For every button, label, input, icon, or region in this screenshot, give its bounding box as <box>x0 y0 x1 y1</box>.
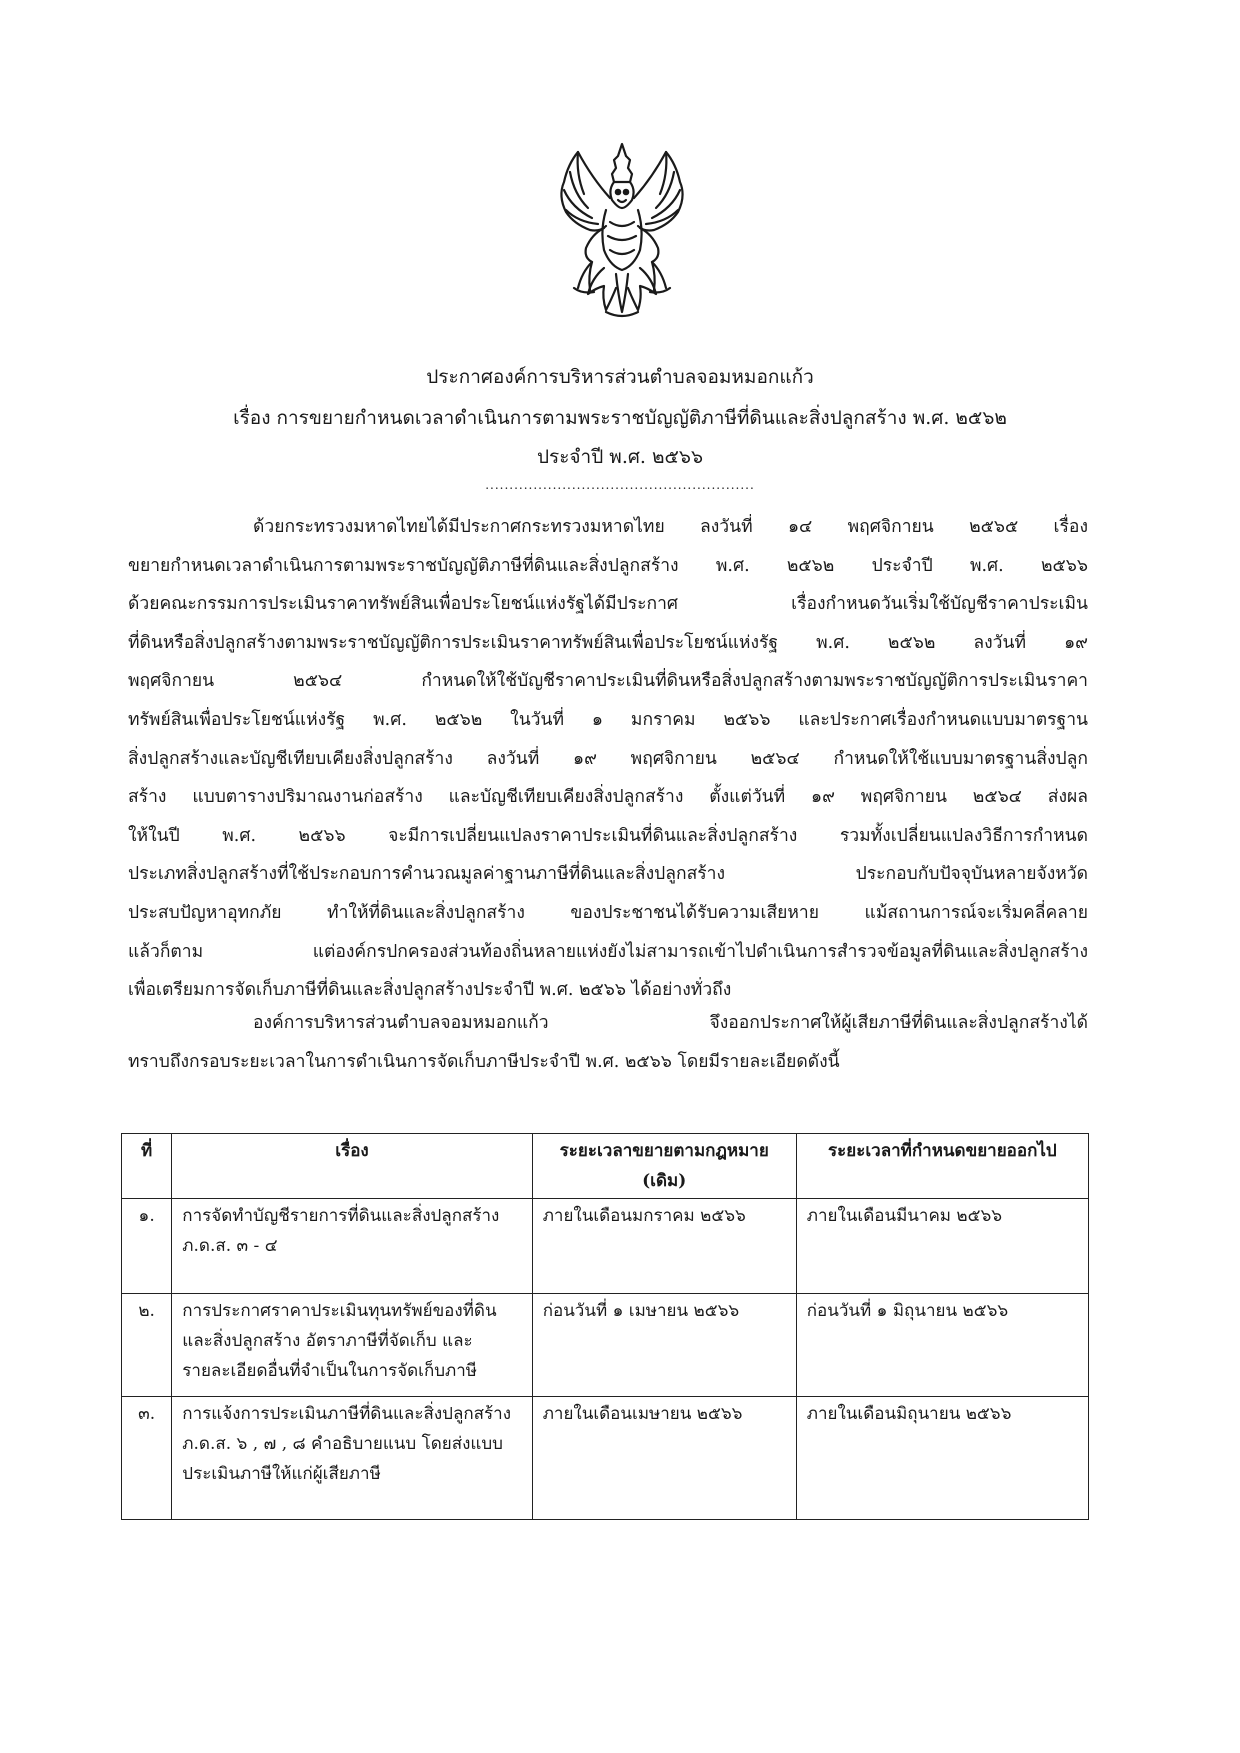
header-no: ที่ <box>122 1134 172 1199</box>
table-header-row <box>122 1134 1089 1199</box>
header-extended-period: ระยะเวลาที่กำหนดขยายออกไป <box>796 1134 1088 1199</box>
paragraph-line: ประเภทสิ่งปลูกสร้างที่ใช้ประกอบการคำนวณมูลค่าฐานภาษีที่ดินและสิ่งปลูกสร้าง ประกอบกับปัจจุบันหลายจังหวัด <box>128 864 1088 885</box>
paragraph-line: ทราบถึงกรอบระยะเวลาในการดำเนินการจัดเก็บภาษีประจำปี พ.ศ. ๒๕๖๖ โดยมีรายละเอียดดังนี้ <box>128 1051 840 1072</box>
row-subject <box>172 1199 532 1294</box>
paragraph-line: องค์การบริหารส่วนตำบลจอมหมอกแก้ว จึงออกประกาศให้ผู้เสียภาษีที่ดินและสิ่งปลูกสร้างได้ <box>253 1013 1088 1033</box>
row-extended-period: ภายในเดือนมีนาคม ๒๕๖๖ <box>796 1199 1088 1294</box>
garuda-emblem-icon <box>548 138 696 328</box>
row-number: ๑. <box>122 1199 172 1294</box>
body-paragraph-2 <box>128 1004 1088 1081</box>
table-row <box>122 1397 1089 1520</box>
subject-line: การแจ้งการประเมินภาษีที่ดินและสิ่งปลูกสร้าง <box>182 1404 512 1424</box>
subject-line: รายละเอียดอื่นที่จำเป็นในการจัดเก็บภาษี <box>182 1361 478 1381</box>
subject-line: และสิ่งปลูกสร้าง อัตราภาษีที่จัดเก็บ และ <box>182 1331 473 1351</box>
row-extended-period: ก่อนวันที่ ๑ มิถุนายน ๒๕๖๖ <box>796 1294 1088 1397</box>
row-original-period: ภายในเดือนเมษายน ๒๕๖๖ <box>532 1397 796 1520</box>
title-separator: ........................................................ <box>485 478 755 492</box>
paragraph-line: พฤศจิกายน ๒๕๖๔ กำหนดให้ใช้บัญชีราคาประเมินที่ดินหรือสิ่งปลูกสร้างตามพระราชบัญญัติการประเมินราคา <box>128 671 1088 692</box>
announcement-year: ประจำปี พ.ศ. ๒๕๖๖ <box>536 446 704 468</box>
paragraph-line: สิ่งปลูกสร้างและบัญชีเทียบเคียงสิ่งปลูกสร้าง ลงวันที่ ๑๙ พฤศจิกายน ๒๕๖๔ กำหนดให้ใช้แบบมาตรฐานสิ่งปลูก <box>128 748 1088 769</box>
header-subject: เรื่อง <box>172 1134 532 1199</box>
header-original-line: (เดิม) <box>642 1171 687 1191</box>
header-original-line: ระยะเวลาขยายตามกฎหมาย <box>559 1141 769 1161</box>
subject-line: การประกาศราคาประเมินทุนทรัพย์ของที่ดิน <box>182 1301 497 1321</box>
paragraph-line: ประสบปัญหาอุทกภัย ทำให้ที่ดินและสิ่งปลูกสร้าง ของประชาชนได้รับความเสียหาย แม้สถานการณ์จะเริ่มคลี่คลาย <box>128 902 1088 923</box>
row-subject <box>172 1397 532 1520</box>
paragraph-line: ด้วยกระทรวงมหาดไทยได้มีประกาศกระทรวงมหาดไทย ลงวันที่ ๑๔ พฤศจิกายน ๒๕๖๕ เรื่อง <box>253 517 1088 537</box>
row-original-period: ก่อนวันที่ ๑ เมษายน ๒๕๖๖ <box>532 1294 796 1397</box>
header-original-period <box>532 1134 796 1199</box>
subject-line: การจัดทำบัญชีรายการที่ดินและสิ่งปลูกสร้าง <box>182 1206 500 1226</box>
paragraph-line: ด้วยคณะกรรมการประเมินราคาทรัพย์สินเพื่อประโยชน์แห่งรัฐได้มีประกาศ เรื่องกำหนดวันเริ่มใช้บัญชีราคาประเมิน <box>128 594 1088 615</box>
paragraph-line: ขยายกำหนดเวลาดำเนินการตามพระราชบัญญัติภาษีที่ดินและสิ่งปลูกสร้าง พ.ศ. ๒๕๖๒ ประจำปี พ.ศ. ๒๕๖๖ <box>128 555 1088 576</box>
row-subject <box>172 1294 532 1397</box>
paragraph-line: ที่ดินหรือสิ่งปลูกสร้างตามพระราชบัญญัติการประเมินราคาทรัพย์สินเพื่อประโยชน์แห่งรัฐ พ.ศ. ๒๕๖๒ ลงวันที่ ๑๙ <box>128 632 1088 653</box>
paragraph-line: แล้วก็ตาม แต่องค์กรปกครองส่วนท้องถิ่นหลายแห่งยังไม่สามารถเข้าไปดำเนินการสำรวจข้อมูลที่ดินและสิ่งปลูกสร้าง <box>128 941 1088 962</box>
row-number: ๓. <box>122 1397 172 1520</box>
paragraph-line: เพื่อเตรียมการจัดเก็บภาษีที่ดินและสิ่งปลูกสร้างประจำปี พ.ศ. ๒๕๖๖ ได้อย่างทั่วถึง <box>128 980 732 1001</box>
subject-line: ภ.ด.ส. ๓ - ๔ <box>182 1236 278 1256</box>
body-paragraph-1 <box>128 508 1088 1010</box>
schedule-table <box>121 1133 1089 1520</box>
announcement-title: ประกาศองค์การบริหารส่วนตำบลจอมหมอกแก้ว <box>426 366 814 388</box>
paragraph-line: สร้าง แบบตารางปริมาณงานก่อสร้าง และบัญชีเทียบเคียงสิ่งปลูกสร้าง ตั้งแต่วันที่ ๑๙ พฤศจิกายน ๒๕๖๔ ส่งผล <box>128 787 1088 808</box>
row-original-period: ภายในเดือนมกราคม ๒๕๖๖ <box>532 1199 796 1294</box>
row-extended-period: ภายในเดือนมิถุนายน ๒๕๖๖ <box>796 1397 1088 1520</box>
paragraph-line: ทรัพย์สินเพื่อประโยชน์แห่งรัฐ พ.ศ. ๒๕๖๒ ในวันที่ ๑ มกราคม ๒๕๖๖ และประกาศเรื่องกำหนดแบบมาตรฐาน <box>128 709 1088 730</box>
subject-line: ประเมินภาษีให้แก่ผู้เสียภาษี <box>182 1464 381 1484</box>
table-row <box>122 1199 1089 1294</box>
paragraph-line: ให้ในปี พ.ศ. ๒๕๖๖ จะมีการเปลี่ยนแปลงราคาประเมินที่ดินและสิ่งปลูกสร้าง รวมทั้งเปลี่ยนแปลงวิธีการกำหนด <box>128 825 1088 846</box>
row-number: ๒. <box>122 1294 172 1397</box>
announcement-subject: เรื่อง การขยายกำหนดเวลาดำเนินการตามพระราชบัญญัติภาษีที่ดินและสิ่งปลูกสร้าง พ.ศ. ๒๕๖๒ <box>233 407 1007 429</box>
table-row <box>122 1294 1089 1397</box>
subject-line: ภ.ด.ส. ๖ , ๗ , ๘ คำอธิบายแนบ โดยส่งแบบ <box>182 1434 503 1454</box>
